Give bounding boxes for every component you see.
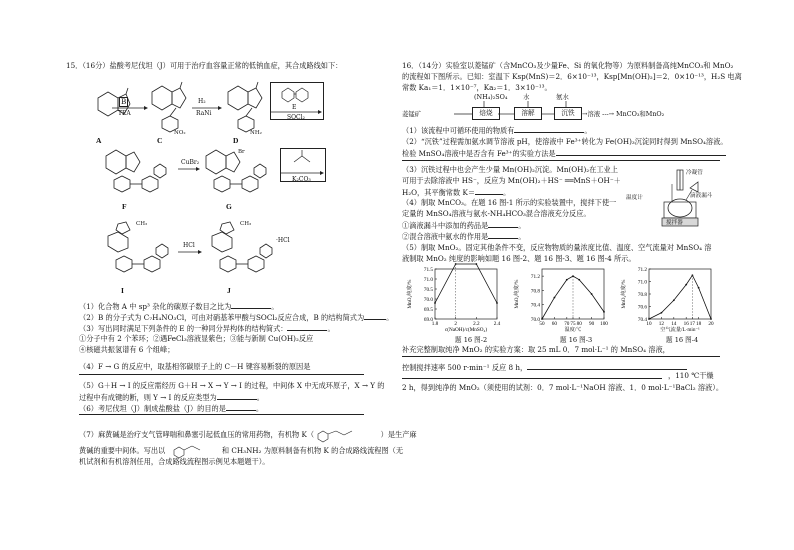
chart-fig4-title: 题 16 图-4 [666,336,699,344]
q16-sub1: （1）该流程中可循环使用的物质有 。 [402,126,592,135]
hcl-salt-label: ·HCl [276,237,290,244]
flow-start: 菱锰矿 [402,110,422,118]
reagent-RaNi: RaNi [196,110,212,117]
label-F: F [122,202,127,211]
structure-propenylbenzene [168,444,220,458]
data-point [554,297,556,299]
data-point [698,287,700,289]
apparatus-funnel-label: 滴液漏斗 [690,193,713,199]
reagent-B: B [121,97,127,106]
q15-sub1: （1）化合物 A 中 sp³ 杂化的碳原子数目之比为 。 [79,302,279,311]
reagent-CuBr2: CuBr₂ [181,159,200,166]
q15-sub4: （4）F → G 的反应中，取基相邻碳原子上的 C－H 键容易断裂的原因是 [79,362,311,371]
answer-line-6 [79,414,364,415]
q16-header-1: 16．（14分）实验室以菱锰矿（含MnCO₃及少量Fe、Si 的氧化物等）为原料制备高纯MnCO₃和 MnO₂ [402,61,734,70]
x-tick-label: 18 [696,321,702,327]
q15-sub2: （2）B 的分子式为 C₇H₄NO₃Cl，可由对硝基苯甲酸与SOCl₂反应合成，B 的结构简式为 。 [79,313,394,322]
data-point [591,293,593,295]
answer-line-16-5b [402,378,662,379]
structure-J [206,222,278,282]
q15-sub5a: （5）G＋H → I 的反应需经历 G＋H → X → Y → I 的过程，中间体 X 中无成环原子，X → Y 的 [79,381,385,390]
x-tick-label: 70 [564,321,570,327]
answer-line-16-2 [402,160,720,161]
flow-step-roast: 焙烧 [472,107,500,120]
q15-sub3-cond2: ④核磁共振氢谱有 6 个组峰； [79,345,175,354]
x-tick-label: 14 [671,321,677,327]
x-tick-label: 1.8 [431,321,439,327]
structure-E [280,84,314,108]
q16-sub8: 2 h，得到纯净的 MnO₂（须使用的试剂：0．7 mol·L⁻¹NaOH 溶液、1．0 mol·L⁻¹BaCl₂ 溶液）。 [402,383,724,392]
q16-sub4d: ②混合溶液中氨水的作用是 。 [402,232,526,241]
br-label: Br [238,149,245,155]
x-tick-label: 50 [539,321,545,327]
q16-header-2: 的流程如下图所示。已知：室温下 Ksp(MnS)＝2．6×10⁻¹³，Ksp[Mn(OH)₂]＝2．0×10⁻¹³，H₂S 电离 [402,72,742,81]
q15-sub7c: 机试剂和有机溶剂任用，合成路线流程图示例见本题题干）。 [79,457,270,466]
x-tick-label: 2.2 [473,321,480,327]
plot-frame [435,269,497,319]
reagent-HCl: HCl [183,242,195,249]
q16-sub6: 补充完整制取纯净 MnO₂ 的实验方案：取 25 mL 0．7 mol·L⁻¹ 的 MnSO₄ 溶液， [402,345,670,354]
data-point [648,318,650,320]
data-point [566,279,568,281]
data-point [710,318,712,320]
data-point [496,302,498,304]
chart-fig2 [405,263,515,343]
reagent-H2: H₂ [198,98,206,105]
y-tick-label: 71.0 [637,279,647,286]
label-J: J [227,286,231,295]
ch3-label-J: CH₃ [240,221,252,227]
q16-sub3b: 可用于去除溶液中 HS⁻，反应为 Mn(OH)₂＋HS⁻ ══MnS＋OH⁻＋ [402,176,621,185]
x-tick-label: 90 [589,321,595,327]
answer-line-16-5a [402,356,720,357]
data-point [685,284,687,286]
x-tick-label: 16 [683,321,689,327]
q16-header-3: 常数 Ka₁＝1．1×10⁻⁷，Ka₂＝1．3×10⁻¹³。 [402,83,552,92]
q15-sub7b: 黄碱的重要中间体。写出以 和 CH₃NH₂ 为原料制备有机物 K 的合成路线流程图（无 [79,444,403,458]
x-tick-label: 20 [708,321,714,327]
q16-sub2b: 检验 MnSO₄溶液中是否含有 Fe³⁺的实验方法是 [402,148,726,159]
chart-fig3-title: 题 16 图-3 [560,336,593,344]
no2-label: NO₂ [174,130,186,136]
q16-sub4c: ①滴液漏斗中添加的药品是 。 [402,221,526,230]
q15-sub5b: 过程中有成键的断，则 Y → I 的反应类型为 。 [79,393,264,402]
q16-sub5b: 液制取 MnO₂ 纯度的影响如题 16 图-2、题 16 图-3、题 16 图-4 所示。 [402,254,636,263]
x-axis-label: 空气流量/L·min⁻¹ [660,327,700,333]
flow-step-dissolve: 溶解 [514,107,542,120]
chart-fig2-title: 题 16 图-2 [455,336,488,344]
flow-step-remove-iron: 沉铁 [554,107,582,120]
q16-sub3a: （3）沉铁过程中也会产生少量 Mn(OH)₂沉淀。Mn(OH)₂在工业上 [402,165,618,174]
ch3-label-I: CH₃ [136,221,148,227]
q16-sub5a: （5）制取 MnO₂。固定其他条件不变，反应物物质的量浓度比值、温度、空气流量对 MnSO₄ 溶 [402,243,712,252]
nh2-label: NH₂ [250,130,262,136]
apparatus-thermometer-label: 温度计 [626,195,643,201]
reagent-SOCl2: SOCl₂ [287,114,305,121]
y-tick-label: 69.5 [423,307,433,313]
y-tick-label: 71.5 [423,267,433,273]
y-tick-label: 71.0 [423,277,433,283]
y-tick-label: 70.5 [423,287,433,293]
q16-sub7: 控制搅拌速率 500 r·min⁻¹ 反应 8 h， [402,362,687,373]
y-axis-label: MnO₂纯度/% [407,279,413,309]
label-I: I [121,286,124,295]
structure-H [290,150,316,168]
x-tick-label: 2.4 [493,321,501,327]
y-tick-label: 70.0 [423,297,433,303]
q16-sub2a: （2）“沉铁”过程需加氨水调节溶液 pH，使溶液中 Fe³⁺转化为 Fe(OH)₃沉淀同时得到 MnSO₄溶液。 [402,137,728,146]
apparatus-condenser-label: 冷凝管 [686,170,703,176]
x-tick-label: 10 [646,321,652,327]
label-D: D [233,136,239,145]
data-point [661,312,663,314]
series-line [435,264,497,303]
y-axis-label: MnO₂纯度/% [621,279,627,309]
label-G: G [226,202,232,211]
q16-sub4a: （4）制取 MnCO₃。在题 16 图-1 所示的实验装置中，搅拌下使一 [402,198,617,207]
flow-end: →溶液 ---→ MnCO₃和MnO₂ [582,110,665,118]
chart-fig4 [619,263,729,343]
data-point [541,318,543,320]
q15-sub6: （6）考尼伐坦（J）制成盐酸盐（J）的目的是 。 [79,404,264,413]
label-A: A [96,136,102,145]
x-tick-label: 80 [576,321,582,327]
answer-line-4 [79,374,364,375]
q16-sub7b: ，110 ℃干燥 [668,371,714,380]
structure-I [102,222,174,282]
label-C: C [157,136,163,145]
q16-sub3c: H₂O，其平衡常数 K＝ 。 [402,188,511,197]
data-point [475,263,477,265]
y-tick-label: 70.8 [637,292,647,298]
y-tick-label: 70.0 [530,317,540,323]
reagent-E: E [292,104,297,111]
flow-top-reagent-1: (NH₄)₂SO₄ [474,93,508,101]
x-axis-label: 温度/℃ [564,327,582,333]
structure-K [316,428,378,442]
data-point [673,299,675,301]
y-tick-label: 71.2 [530,274,540,281]
x-tick-label: 100 [600,321,608,327]
y-tick-label: 69.0 [423,317,433,323]
q15-sub7a: （7）麻黄碱是治疗支气管哮喘和鼻塞引起低血压的常用药物，有机物 K（ ）是生产麻 [79,428,417,442]
data-point [578,279,580,281]
flow-top-reagent-3: 氨水 [556,93,569,101]
x-tick-label: 60 [551,321,557,327]
q16-sub4b: 定量的 MnSO₄溶液与氨水-NH₄HCO₃混合溶液充分反应。 [402,209,591,218]
data-point [434,302,436,304]
apparatus-stirrer-label: 搅拌器 [666,220,683,226]
y-tick-label: 70.4 [637,317,647,323]
chart-fig3 [512,263,622,343]
reagent-TEA: TEA [118,110,131,117]
x-tick-label: 2 [454,321,457,327]
y-tick-label: 70.8 [530,288,540,295]
structure-F [100,148,172,200]
y-axis-label: MnO₂纯度/% [514,279,520,309]
y-tick-label: 70.4 [530,302,540,309]
q15-sub3-cond1: ①分子中有 2 个苯环；②遇FeCl₃溶液显紫色；③能与新制 Cu(OH)₂反应 [79,334,314,343]
flow-top-reagent-2: 水 [523,93,530,101]
plot-frame [649,269,711,319]
x-tick-label: 75 [570,321,576,327]
q15-sub3: （3）写出同时满足下列条件的 E 的一种同分异构体的结构简式： 。 [79,324,335,333]
reagent-K2CO3: K₂CO₃ [292,176,311,183]
series-line [649,275,711,319]
x-tick-label: 12 [658,321,664,327]
y-tick-label: 71.2 [637,267,647,273]
x-tick-label: 17 [689,321,695,327]
y-tick-label: 70.6 [637,304,647,311]
data-point [603,311,605,313]
x-axis-label: c(NaOH)/c(MnSO₄) [444,327,488,333]
q15-header: 15．（16分）盐酸考尼伐坦（J）可用于治疗血容量正常的低钠血症，其合成路线如下： [66,61,343,70]
